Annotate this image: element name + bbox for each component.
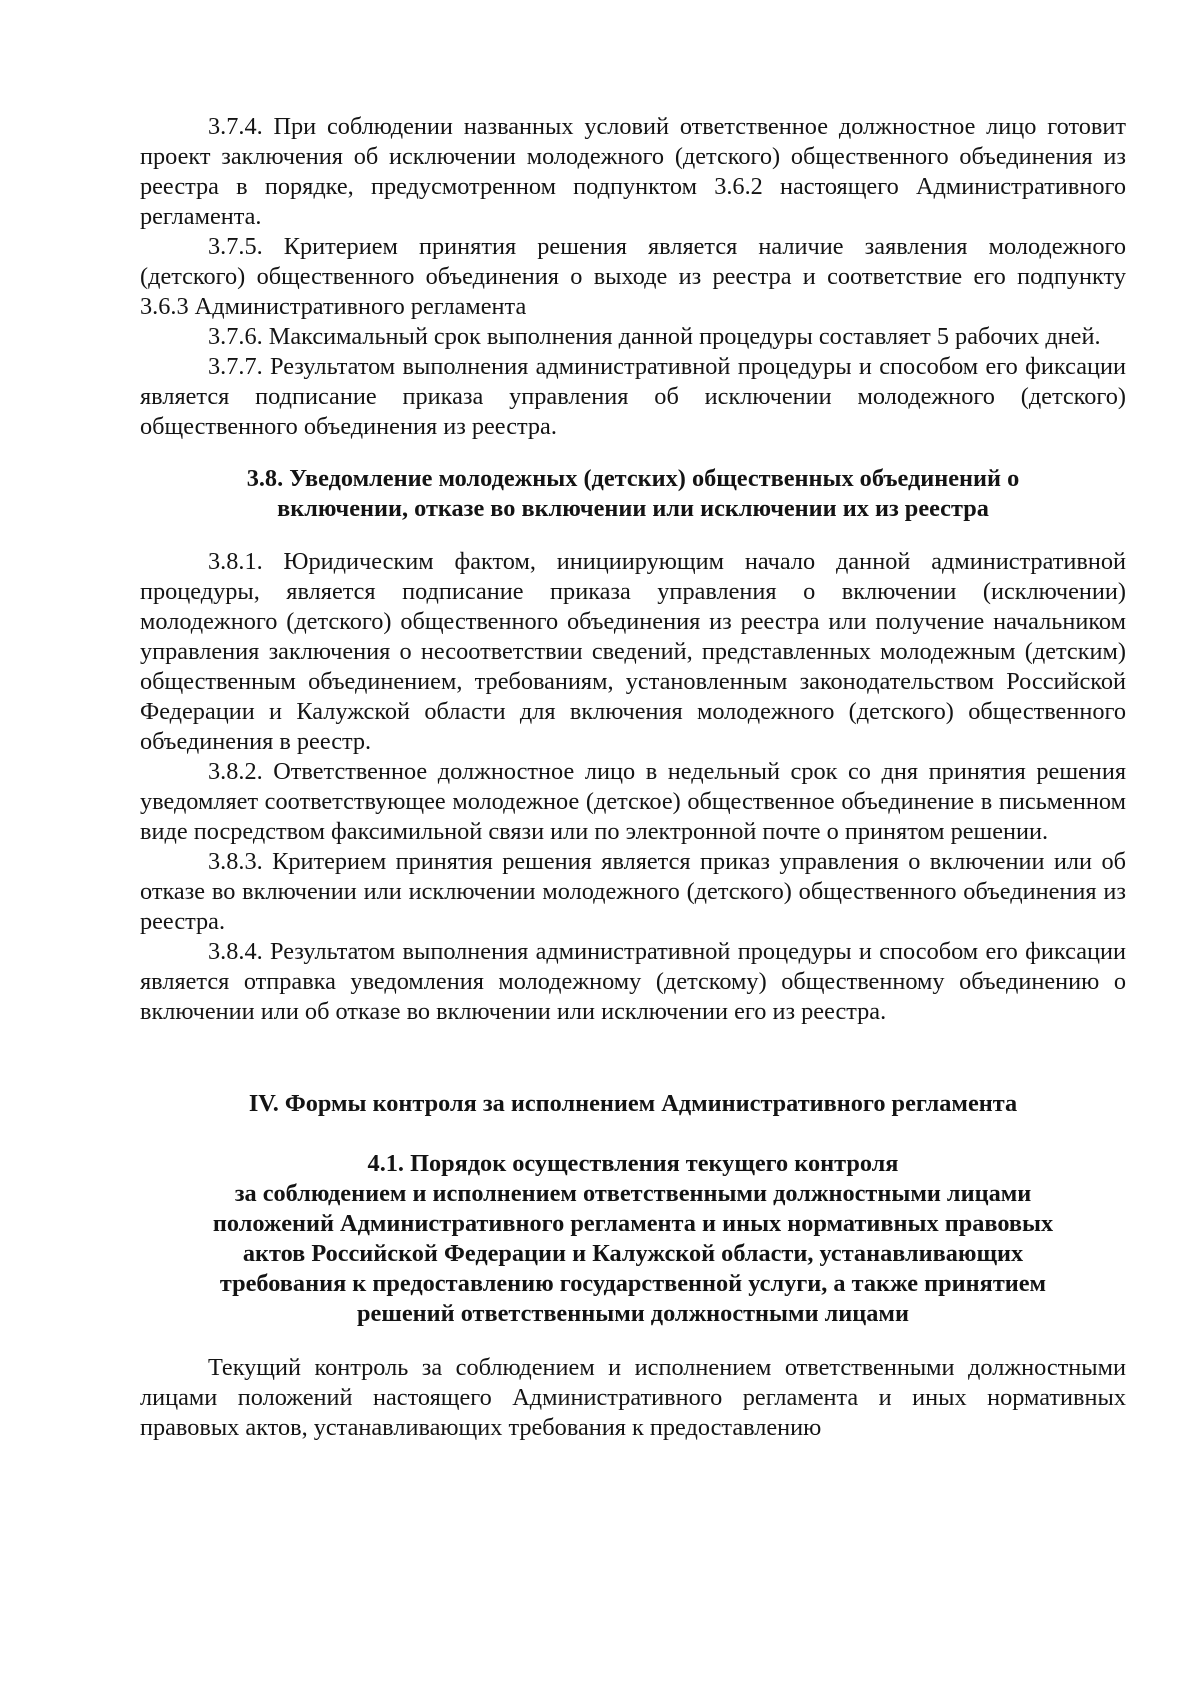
document-page: [140, 112, 1126, 1443]
heading-line: решений ответственными должностными лицами: [357, 1300, 909, 1327]
paragraph-3-7-4: 3.7.4. При соблюдении названных условий ответственное должностное лицо готовит проект заключения об исключении молодежного (детского) общественного объединения из реестра в порядке, предусмотренном подпунктом 3.6.2 настоящего Административного регламента.: [140, 113, 1126, 230]
heading-line: 3.8. Уведомление молодежных (детских) общественных объединений о: [246, 465, 1020, 492]
paragraph-3-8-1: 3.8.1. Юридическим фактом, инициирующим начало данной административной процедуры, является подписание приказа управления о включении (исключении) молодежного (детского) общественного объединения из реестра или получение начальником управления заключения о несоответствии сведений, представленных молодежным (детским) общественным объединением, требованиям, установленным законодательством Российской Федерации и Калужской области для включения молодежного (детского) общественного объединения в реестр.: [140, 548, 1126, 755]
chapter-heading-iv: IV. Формы контроля за исполнением Административного регламента: [248, 1090, 1018, 1117]
heading-line: за соблюдением и исполнением ответственными должностными лицами: [234, 1180, 1032, 1207]
heading-line: 4.1. Порядок осуществления текущего контроля: [367, 1150, 899, 1177]
heading-line: актов Российской Федерации и Калужской области, устанавливающих: [242, 1240, 1024, 1267]
heading-line: включении, отказе во включении или исключении их из реестра: [277, 495, 989, 522]
paragraph-3-8-4: 3.8.4. Результатом выполнения административной процедуры и способом его фиксации является отправка уведомления молодежному (детскому) общественному объединению о включении или об отказе во включении или исключении его из реестра.: [140, 938, 1126, 1025]
section-heading-3-8: [140, 464, 1126, 524]
heading-line: положений Административного регламента и иных нормативных правовых: [212, 1210, 1054, 1237]
paragraph-3-8-3: 3.8.3. Критерием принятия решения является приказ управления о включении или об отказе во включении или исключении молодежного (детского) общественного объединения из реестра.: [140, 848, 1126, 935]
paragraph-3-7-5: 3.7.5. Критерием принятия решения является наличие заявления молодежного (детского) общественного объединения о выходе из реестра и соответствие его подпункту 3.6.3 Административного регламента: [140, 233, 1126, 320]
paragraph-4-1: Текущий контроль за соблюдением и исполнением ответственными должностными лицами положений настоящего Административного регламента и иных нормативных правовых актов, устанавливающих требования к предоставлению: [140, 1354, 1126, 1441]
paragraph-3-7-7: 3.7.7. Результатом выполнения административной процедуры и способом его фиксации является подписание приказа управления об исключении молодежного (детского) общественного объединения из реестра.: [140, 353, 1126, 440]
paragraph-3-8-2: 3.8.2. Ответственное должностное лицо в недельный срок со дня принятия решения уведомляет соответствующее молодежное (детское) общественное объединение в письменном виде посредством факсимильной связи или по электронной почте о принятом решении.: [140, 758, 1126, 845]
heading-line: требования к предоставлению государственной услуги, а также принятием: [219, 1270, 1047, 1297]
paragraph-3-7-6: 3.7.6. Максимальный срок выполнения данной процедуры составляет 5 рабочих дней.: [208, 323, 1101, 350]
section-heading-4-1: [140, 1149, 1126, 1329]
